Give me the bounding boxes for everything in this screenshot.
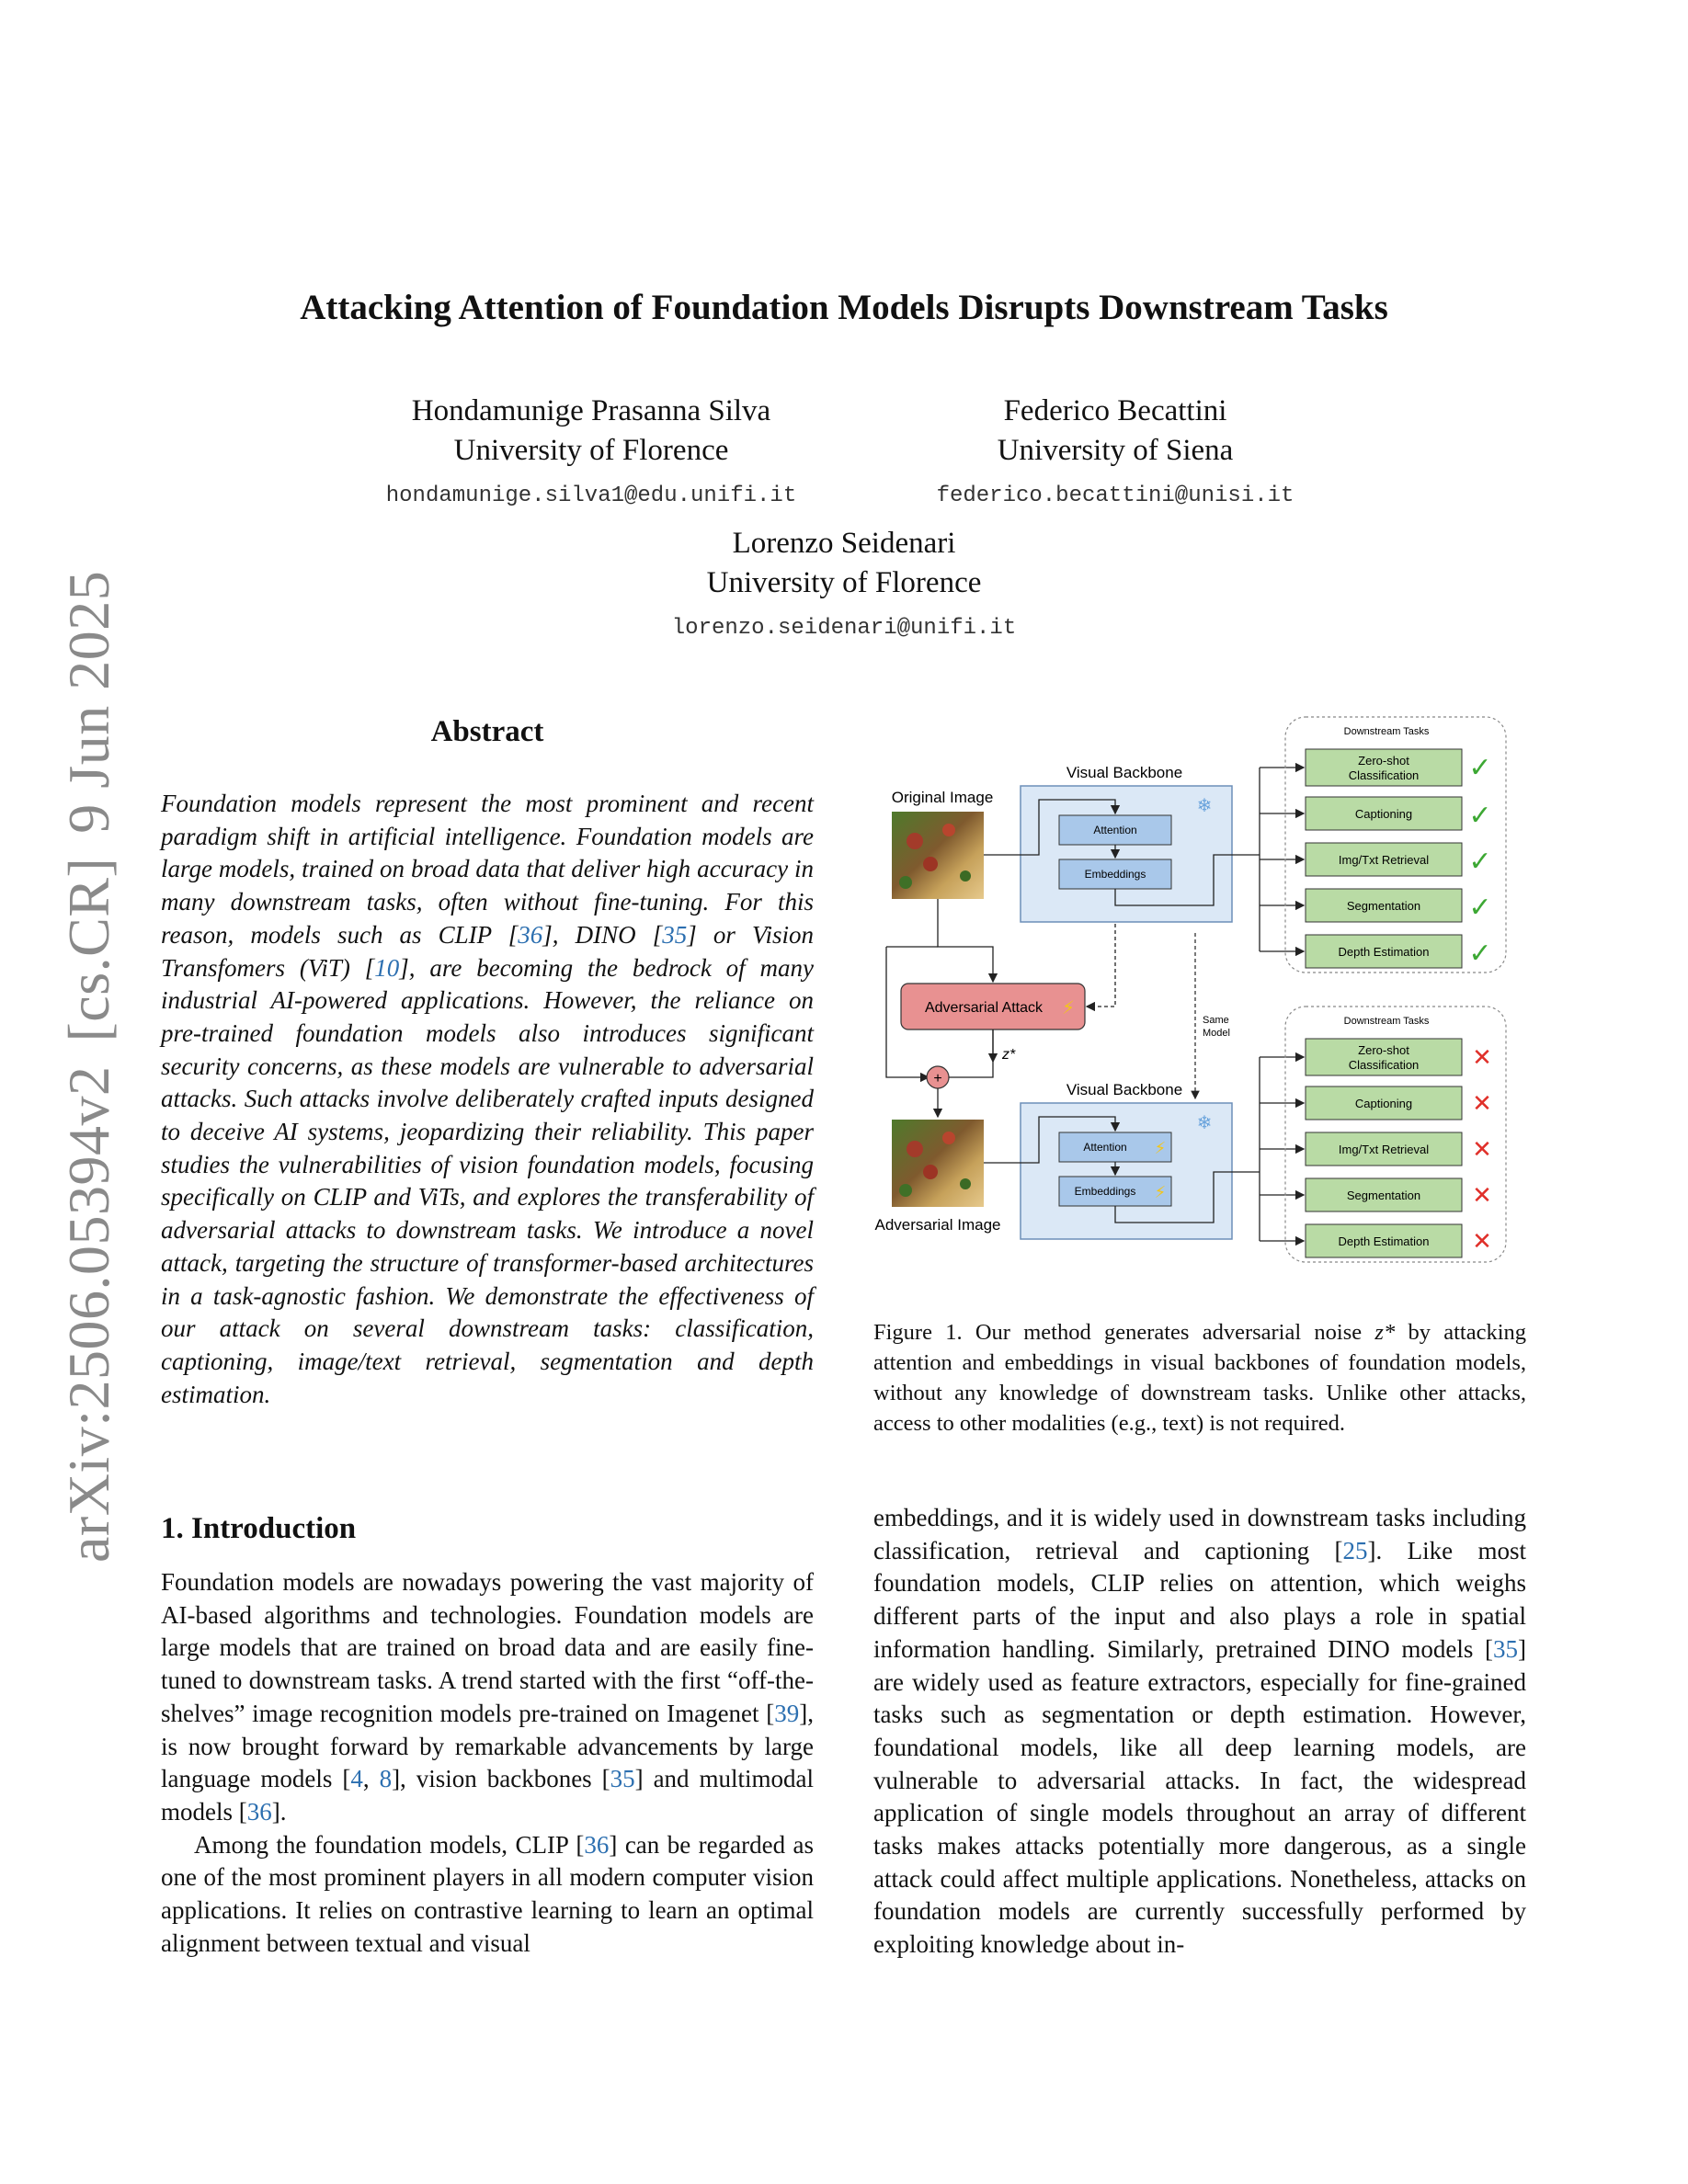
check-icon: ✓ (1468, 893, 1492, 923)
attention-label: Attention (1083, 1141, 1127, 1154)
lightning-icon: ⚡ (1154, 1139, 1167, 1157)
check-icon: ✓ (1468, 938, 1492, 969)
check-icon: ✓ (1468, 801, 1492, 831)
abstract-text-part: ] or Vision Transfomers (ViT) [ (161, 920, 815, 982)
lightning-icon: ⚡ (1154, 1183, 1167, 1201)
task-label: Zero-shot (1358, 1043, 1409, 1057)
author-name: Hondamunige Prasanna Silva (411, 394, 771, 427)
author-block-1 (297, 392, 885, 516)
text-run: ]. Like most foundation models, CLIP relies on attention, which weighs different parts of the input and also plays a role in spatial information handling. Similarly, pretrained DINO models [ (873, 1536, 1527, 1663)
citation-link[interactable]: 36 (584, 1830, 610, 1859)
task-label: Segmentation (1346, 1189, 1421, 1202)
paper-title: Attacking Attention of Foundation Models Disrupts Downstream Tasks (300, 288, 1388, 327)
cross-icon: ✕ (1472, 1089, 1492, 1117)
text-run: Foundation models are nowadays powering the vast majority of AI-based algorithms and technologies. Foundation models are large models that are trained on broad data and are easily fine-tuned to downstream tasks. A trend started with the first “off-the-shelves” image recognition models pre-trained on Imagenet [ (161, 1568, 814, 1727)
cross-icon: ✕ (1472, 1181, 1492, 1209)
author-block-2 (821, 392, 1409, 516)
snowflake-icon: ❄ (1196, 1113, 1213, 1133)
author-affiliation: University of Florence (706, 566, 982, 599)
task-label: Depth Estimation (1338, 945, 1430, 959)
check-icon: ✓ (1468, 847, 1492, 877)
task-label: Img/Txt Retrieval (1338, 1143, 1430, 1156)
introduction-heading: 1. Introduction (161, 1512, 357, 1545)
citation-link[interactable]: 35 (1493, 1634, 1518, 1663)
introduction-right-column (873, 1502, 1526, 1962)
z-star-label: z* (1002, 1047, 1016, 1063)
task-label: Segmentation (1346, 899, 1421, 913)
cross-icon: ✕ (1472, 1227, 1492, 1255)
text-run: Among the foundation models, CLIP [ (194, 1830, 585, 1859)
paragraph (161, 1566, 814, 1829)
adversarial-image-label: Adversarial Image (874, 1216, 1001, 1234)
downstream-tasks-label: Downstream Tasks (1343, 1016, 1430, 1027)
embeddings-label: Embeddings (1084, 868, 1146, 881)
caption-text: Figure 1. Our method generates adversarial noise (873, 1320, 1375, 1345)
task-label: Captioning (1354, 807, 1413, 821)
original-image-label: Original Image (891, 789, 994, 806)
citation-link[interactable]: 39 (774, 1699, 800, 1727)
text-run: , (362, 1765, 380, 1793)
arxiv-date: 9 Jun 2025 (56, 570, 121, 834)
citation-link[interactable]: 4 (350, 1765, 363, 1793)
paragraph (161, 1829, 814, 1961)
citation-link[interactable]: 35 (610, 1765, 635, 1793)
author-name: Federico Becattini (1003, 394, 1227, 427)
text-run: ], is now brought forward by remarkable advancements by large language models [ (161, 1699, 814, 1793)
adversarial-image (892, 1120, 984, 1207)
downstream-tasks-label: Downstream Tasks (1343, 726, 1430, 737)
plus-icon: + (933, 1071, 942, 1086)
author-block-3 (550, 524, 1138, 648)
author-affiliation: University of Florence (453, 434, 729, 467)
arxiv-id: arXiv:2506.05394v2 (56, 1065, 121, 1563)
figure-caption (873, 1317, 1526, 1439)
same-model-label: Model (1203, 1028, 1230, 1039)
abstract-text-part: ], are becoming the bedrock of many industrial AI-powered applications. However, the reliance on pre-trained foundation models also introduces significant security concerns, as these models are vulnerable to adversarial attacks. Such attacks involve deliberately crafted inputs designed to deceive AI systems, jeopardizing their reliability. This paper studies the vulnerabilities of vision foundation models, focusing specifically on CLIP and ViTs, and explores the transferability of adversarial attacks to downstream tasks. We introduce a novel attack, targeting the structure of transformer-based architectures in a task-agnostic fashion. We demonstrate the effectiveness of our attack on several downstream tasks: classification, captioning, image/text retrieval, segmentation and depth estimation. (161, 953, 814, 1408)
text-run: ]. (271, 1797, 287, 1826)
author-name: Lorenzo Seidenari (732, 527, 956, 560)
attention-label: Attention (1093, 824, 1137, 836)
citation-link[interactable]: 10 (374, 953, 400, 982)
task-label: Classification (1348, 1058, 1420, 1072)
same-model-label: Same (1203, 1015, 1229, 1026)
introduction-left-column (161, 1566, 814, 1960)
task-label: Classification (1348, 768, 1420, 782)
task-label: Zero-shot (1358, 754, 1409, 768)
text-run: ], vision backbones [ (392, 1765, 610, 1793)
lightning-icon: ⚡ (1061, 998, 1076, 1018)
arxiv-category: [cs.CR] (56, 857, 121, 1042)
citation-link[interactable]: 36 (246, 1797, 272, 1826)
visual-backbone-label-top: Visual Backbone (1066, 764, 1183, 781)
task-label: Depth Estimation (1338, 1234, 1430, 1248)
adversarial-attack-label: Adversarial Attack (924, 1000, 1044, 1016)
citation-link[interactable]: 8 (379, 1765, 393, 1793)
task-label: Captioning (1354, 1097, 1413, 1110)
original-image (892, 812, 984, 899)
text-run: ] can be regarded as one of the most prominent players in all modern computer vision applications. It relies on contrastive learning to learn an optimal alignment between textual and visual (161, 1830, 814, 1957)
embeddings-label: Embeddings (1074, 1185, 1136, 1198)
abstract-text (161, 788, 814, 1411)
author-email[interactable]: lorenzo.seidenari@unifi.it (671, 616, 1017, 641)
caption-symbol: z* (1374, 1320, 1396, 1345)
text-run: embeddings, and it is widely used in downstream tasks including classification, retrieval and captioning [ (873, 1504, 1526, 1564)
author-email[interactable]: hondamunige.silva1@edu.unifi.it (385, 483, 797, 508)
citation-link[interactable]: 35 (662, 920, 688, 949)
abstract-text-part: ], DINO [ (542, 920, 663, 949)
abstract-text-part: Foundation models represent the most prominent and recent paradigm shift in artificial intelligence. Foundation models are large models, trained on broad data that deliver high accuracy in many downstream tasks, often without fine-tuning. For this reason, models such as CLIP [ (161, 790, 814, 949)
citation-link[interactable]: 25 (1342, 1536, 1368, 1564)
arxiv-stamp (55, 552, 123, 1563)
figure-1-diagram (864, 712, 1526, 1301)
author-affiliation: University of Siena (997, 434, 1234, 467)
visual-backbone-label-bottom: Visual Backbone (1066, 1081, 1183, 1098)
cross-icon: ✕ (1472, 1043, 1492, 1071)
citation-link[interactable]: 36 (518, 920, 543, 949)
text-run: ] and multimodal models [ (161, 1765, 814, 1826)
paragraph (873, 1502, 1526, 1962)
task-label: Img/Txt Retrieval (1338, 853, 1430, 867)
abstract-heading: Abstract (430, 715, 544, 748)
cross-icon: ✕ (1472, 1135, 1492, 1163)
check-icon: ✓ (1468, 753, 1492, 783)
snowflake-icon: ❄ (1196, 796, 1213, 816)
author-email[interactable]: federico.becattini@unisi.it (936, 483, 1295, 508)
text-run: ] are widely used as feature extractors, especially for fine-grained tasks such as segmentation or depth estimation. However, foundational models, like all deep learning models, are vulnerable to adversarial attacks. In fact, the widespread application of single models throughout an array of different tasks makes attacks potentially more dangerous, as a single attack could affect multiple applications. Nonetheless, attacks on foundation models are currently successfully performed by exploiting knowledge about in- (873, 1634, 1526, 1959)
caption-text: by attacking attention and embeddings in visual backbones of foundation models, without any knowledge of downstream tasks. Unlike other attacks, access to other modalities (e.g., text) is not required. (873, 1320, 1527, 1436)
